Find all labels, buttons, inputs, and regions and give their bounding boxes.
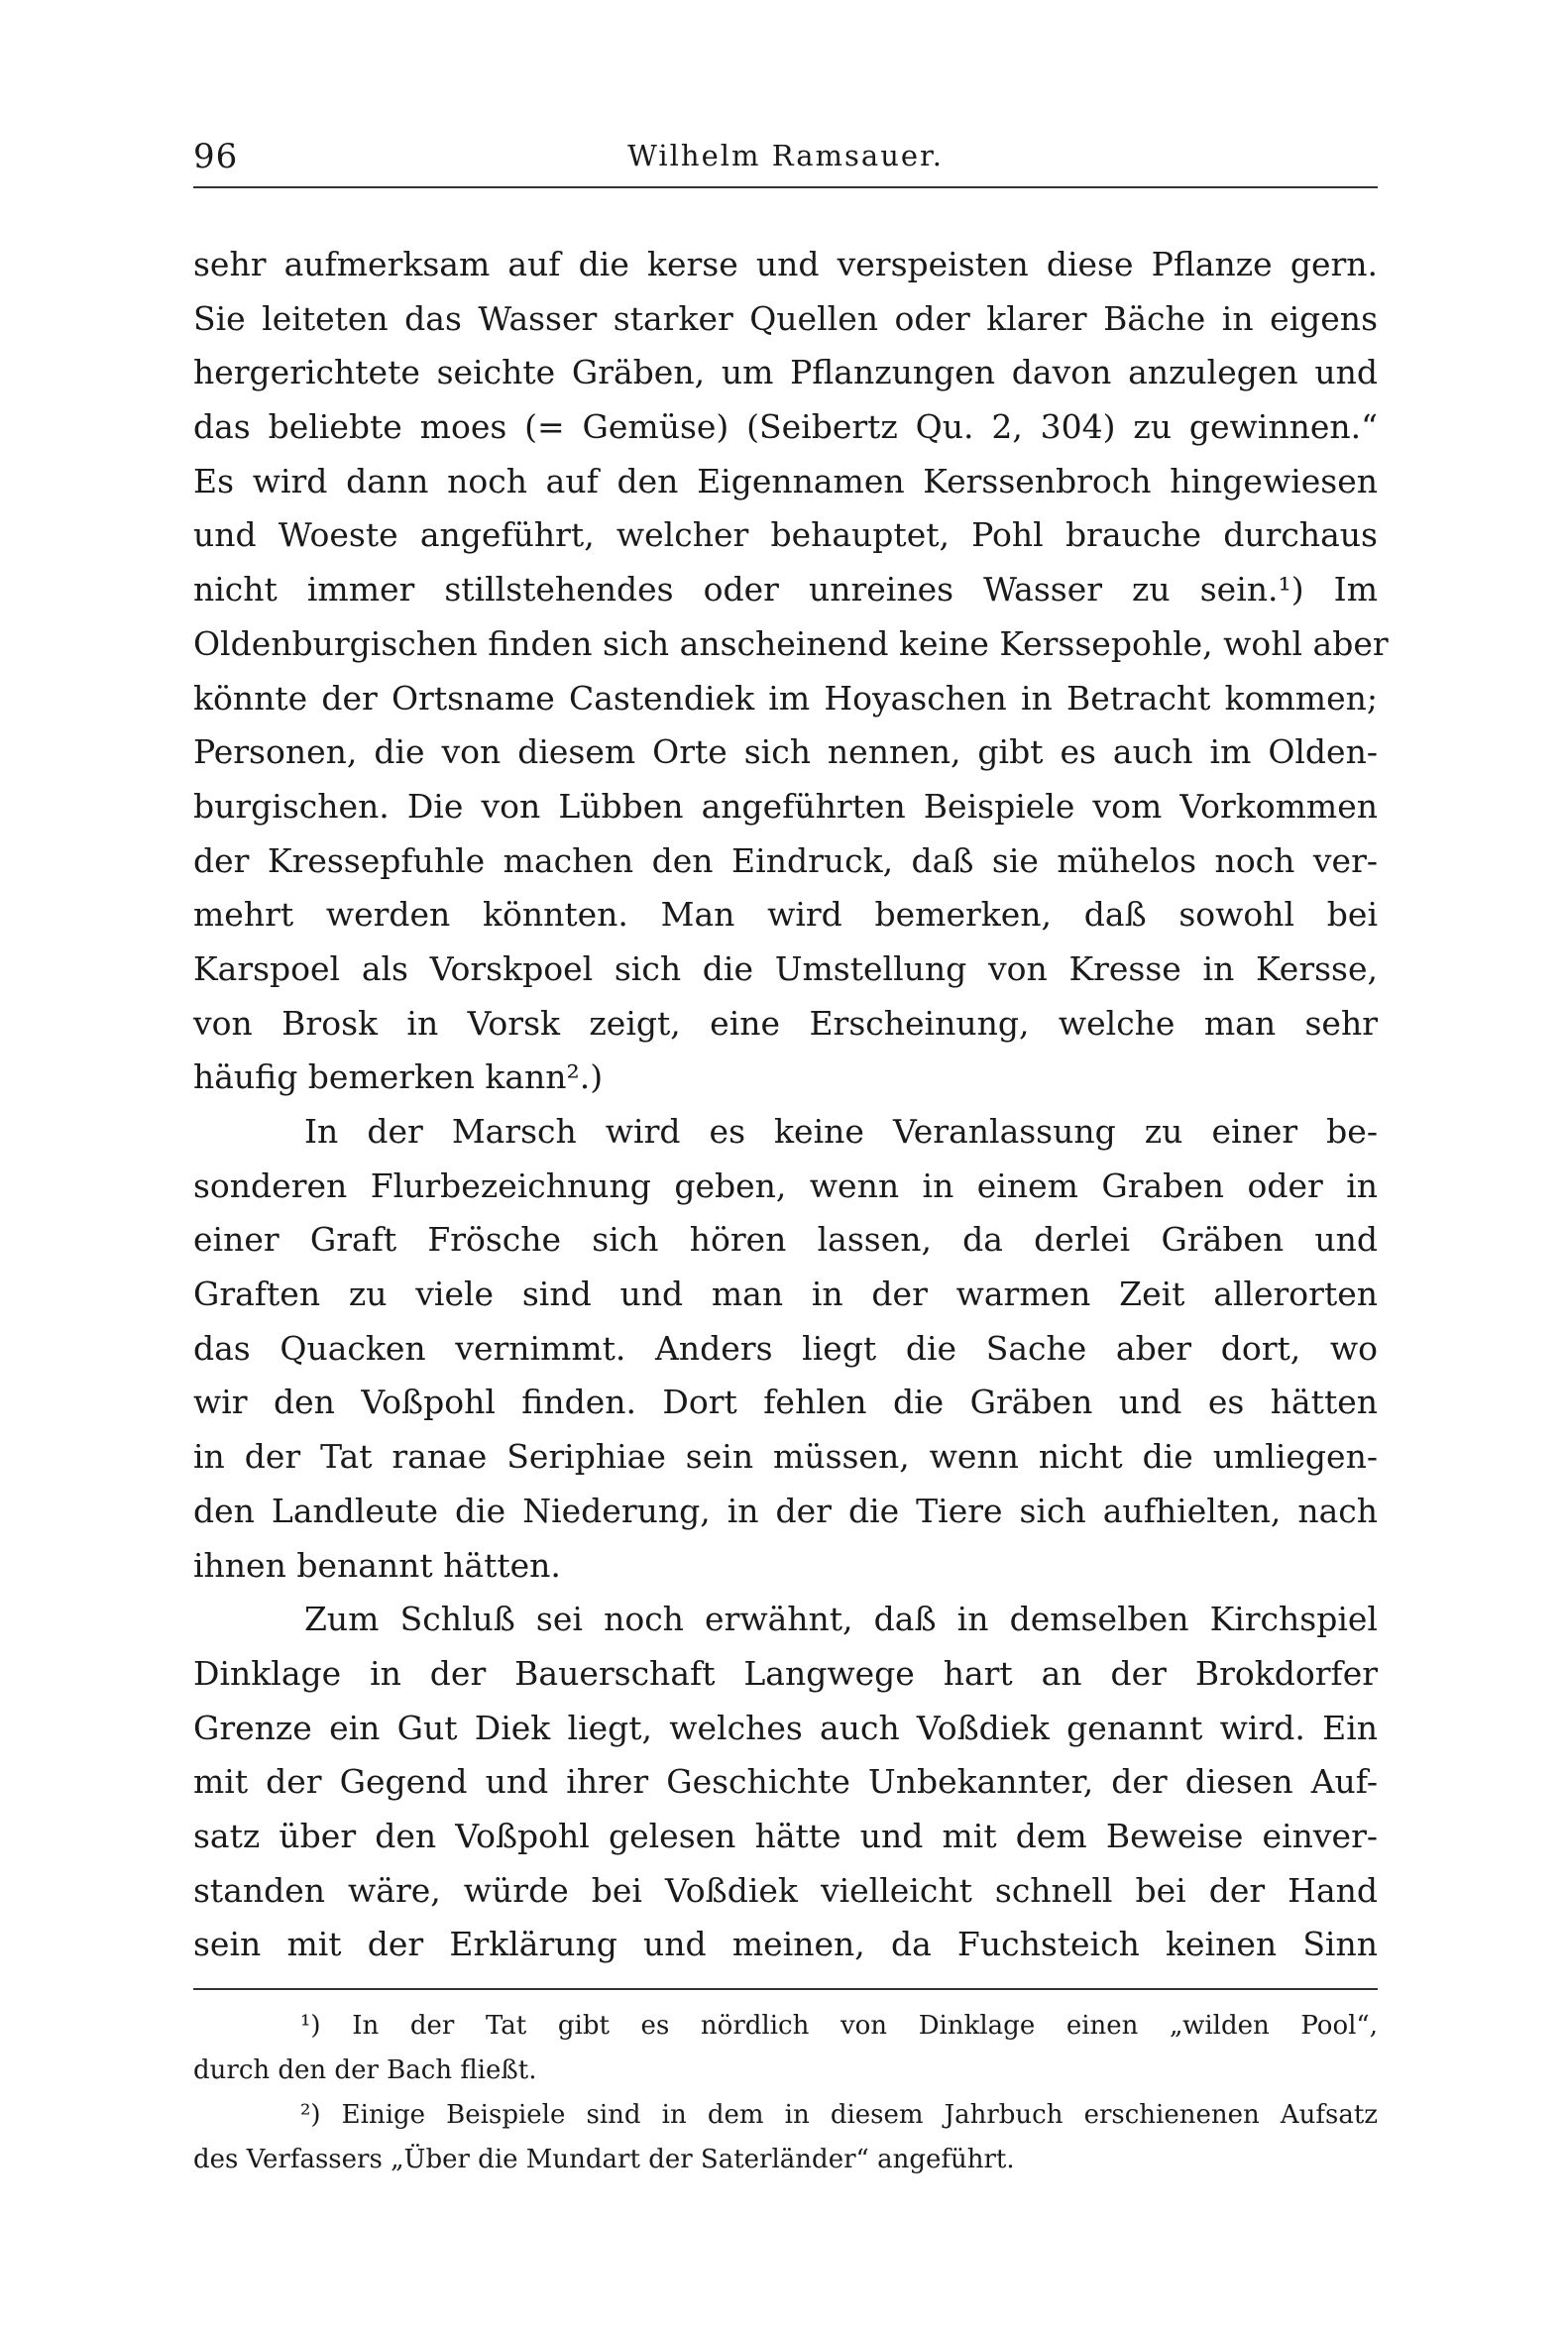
text-line: Es wird dann noch auf den Eigennamen Kerssenbroch hingewiesen xyxy=(193,461,1378,500)
text-line: den Landleute die Niederung, in der die Tiere sich aufhielten, nach xyxy=(193,1491,1378,1530)
text-line: sehr aufmerksam auf die kerse und verspeisten diese Pflanze gern. xyxy=(193,245,1378,283)
text-line: könnte der Ortsname Castendiek im Hoyaschen in Betracht kommen; xyxy=(193,678,1378,718)
text-line: in der Tat ranae Seriphiae sein müssen, wenn nicht die umliegen- xyxy=(193,1437,1378,1477)
text-line: satz über den Voßpohl gelesen hätte und mit dem Beweise einver- xyxy=(193,1816,1378,1855)
text-line: Dinklage in der Bauerschaft Langwege hart an der Brokdorfer xyxy=(193,1653,1378,1693)
text-line: der Kressepfuhle machen den Eindruck, daß sie mühelos noch ver- xyxy=(193,840,1378,880)
page-number: 96 xyxy=(193,137,239,176)
text-line: von Brosk in Vorsk zeigt, eine Erscheinung, welche man sehr xyxy=(193,1003,1378,1043)
text-line: Personen, die von diesem Orte sich nennen, gibt es auch im Olden- xyxy=(193,732,1378,772)
text-line: burgischen. Die von Lübben angeführten Beispiele vom Vorkommen xyxy=(193,786,1378,826)
text-line: mehrt werden könnten. Man wird bemerken, daß sowohl bei xyxy=(193,895,1378,935)
text-line: In der Marsch wird es keine Veranlassung zu einer be- xyxy=(304,1112,1378,1151)
text-line: das beliebte moes (= Gemüse) (Seibertz Qu. 2, 304) zu gewinnen.“ xyxy=(193,407,1378,447)
text-line: standen wäre, würde bei Voßdiek vielleicht schnell bei der Hand xyxy=(193,1870,1378,1910)
running-head: Wilhelm Ramsauer. xyxy=(627,139,944,172)
footnote-rule xyxy=(193,1988,1378,1990)
text-line: wir den Voßpohl finden. Dort fehlen die Gräben und es hätten xyxy=(193,1383,1378,1422)
text-line: Graften zu viele sind und man in der warmen Zeit allerorten xyxy=(193,1275,1378,1314)
text-line: hergerichtete seichte Gräben, um Pflanzungen davon anzulegen und xyxy=(193,353,1378,392)
text-line: häufig bemerken kann².) xyxy=(193,1057,604,1097)
text-line: nicht immer stillstehendes oder unreines Wasser zu sein.¹) Im xyxy=(193,570,1378,610)
text-line: einer Graft Frösche sich hören lassen, da derlei Gräben und xyxy=(193,1220,1378,1260)
text-line: mit der Gegend und ihrer Geschichte Unbekannter, der diesen Auf- xyxy=(193,1762,1378,1802)
text-line: Karspoel als Vorskpoel sich die Umstellung von Kresse in Kersse, xyxy=(193,948,1378,988)
page-header xyxy=(193,137,1378,188)
footnote-line: ¹) In der Tat gibt es nördlich von Dinklage einen „wilden Pool“, xyxy=(300,2011,1378,2041)
footnote-line: ²) Einige Beispiele sind in dem in diesem Jahrbuch erschienenen Aufsatz xyxy=(300,2100,1378,2130)
text-line: Oldenburgischen finden sich anscheinend keine Kerssepohle, wohl aber xyxy=(193,623,1389,663)
text-line: und Woeste angeführt, welcher behauptet, Pohl brauche durchaus xyxy=(193,515,1378,555)
text-line: Sie leiteten das Wasser starker Quellen oder klarer Bäche in eigens xyxy=(193,298,1378,338)
text-line: sonderen Flurbezeichnung geben, wenn in einem Graben oder in xyxy=(193,1165,1378,1205)
footnote-line: des Verfassers „Über die Mundart der Saterländer“ angeführt. xyxy=(193,2145,1015,2174)
body-text xyxy=(193,238,1389,1972)
text-line: das Quacken vernimmt. Anders liegt die Sache aber dort, wo xyxy=(193,1328,1378,1368)
text-line: Zum Schluß sei noch erwähnt, daß in demselben Kirchspiel xyxy=(304,1600,1378,1639)
footnote-line: durch den der Bach fließt. xyxy=(193,2055,537,2085)
text-line: sein mit der Erklärung und meinen, da Fuchsteich keinen Sinn xyxy=(193,1925,1378,1964)
text-line: Grenze ein Gut Diek liegt, welches auch Voßdiek genannt wird. Ein xyxy=(193,1708,1378,1747)
text-line: ihnen benannt hätten. xyxy=(193,1545,561,1585)
footnotes xyxy=(193,2004,1378,2182)
